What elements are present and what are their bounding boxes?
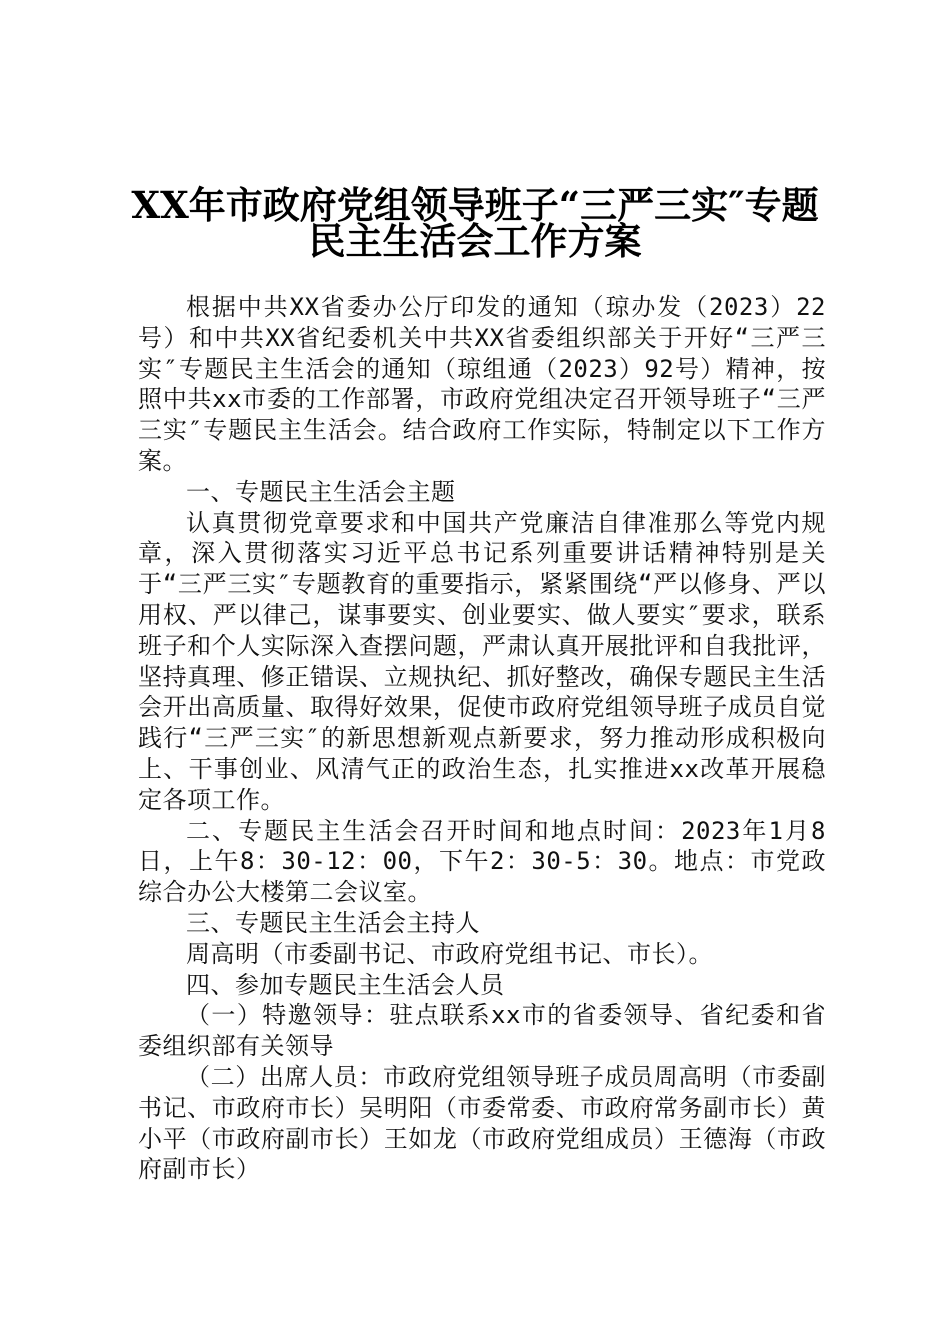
host-paragraph: 周高明（市委副书记、市政府党组书记、市长）。 (186, 939, 713, 968)
document-title-line-2: 民主生活会工作方案 (308, 219, 642, 263)
time-location-paragraph: 二、专题民主生活会召开时间和地点时间：2023年1月8日，上午8：30-12：00，下午2：30-5：30。地点：市党政综合办公大楼第二会议室。 (138, 816, 826, 907)
invited-leaders-paragraph: （一）特邀领导：驻点联系xx市的省委领导、省纪委和省委组织部有关领导 (138, 1001, 826, 1061)
section-heading-attendees: 四、参加专题民主生活会人员 (186, 970, 505, 999)
theme-paragraph: 认真贯彻党章要求和中国共产党廉洁自律准那么等党内规章，深入贯彻落实习近平总书记系列重要讲话精神特别是关于“三严三实″专题教育的重要指示，紧紧围绕“严以修身、严以用权、严以律己，谋事要实、创业要实、做人要实″要求，联系班子和个人实际深入查摆问题，严肃认真开展批评和自我批评，坚持真理、修正错误、立规执纪、抓好整改，确保专题民主生活会开出高质量、取得好效果，促使市政府党组领导班子成员自觉践行“三严三实″的新思想新观点新要求，努力推动形成积极向上、干事创业、风清气正的政治生态，扎实推进xx改革开展稳定各项工作。 (138, 508, 826, 814)
document-title-line-1: XX年市政府党组领导班子“三严三实″专题 (131, 183, 819, 227)
section-heading-host: 三、专题民主生活会主持人 (186, 908, 480, 937)
intro-paragraph: 根据中共XX省委办公厅印发的通知（琼办发（2023）22号）和中共XX省纪委机关中共XX省委组织部关于开好“三严三实″专题民主生活会的通知（琼组通（2023）92号）精神，按照中共xx市委的工作部署，市政府党组决定召开领导班子“三严三实″专题民主生活会。结合政府工作实际，特制定以下工作方案。 (138, 293, 826, 475)
section-heading-theme: 一、专题民主生活会主题 (186, 477, 456, 506)
document-body (138, 292, 826, 1185)
attendees-paragraph: （二）出席人员：市政府党组领导班子成员周高明（市委副书记、市政府市长）吴明阳（市委常委、市政府常务副市长）黄小平（市政府副市长）王如龙（市政府党组成员）王德海（市政府副市长） (138, 1062, 826, 1184)
